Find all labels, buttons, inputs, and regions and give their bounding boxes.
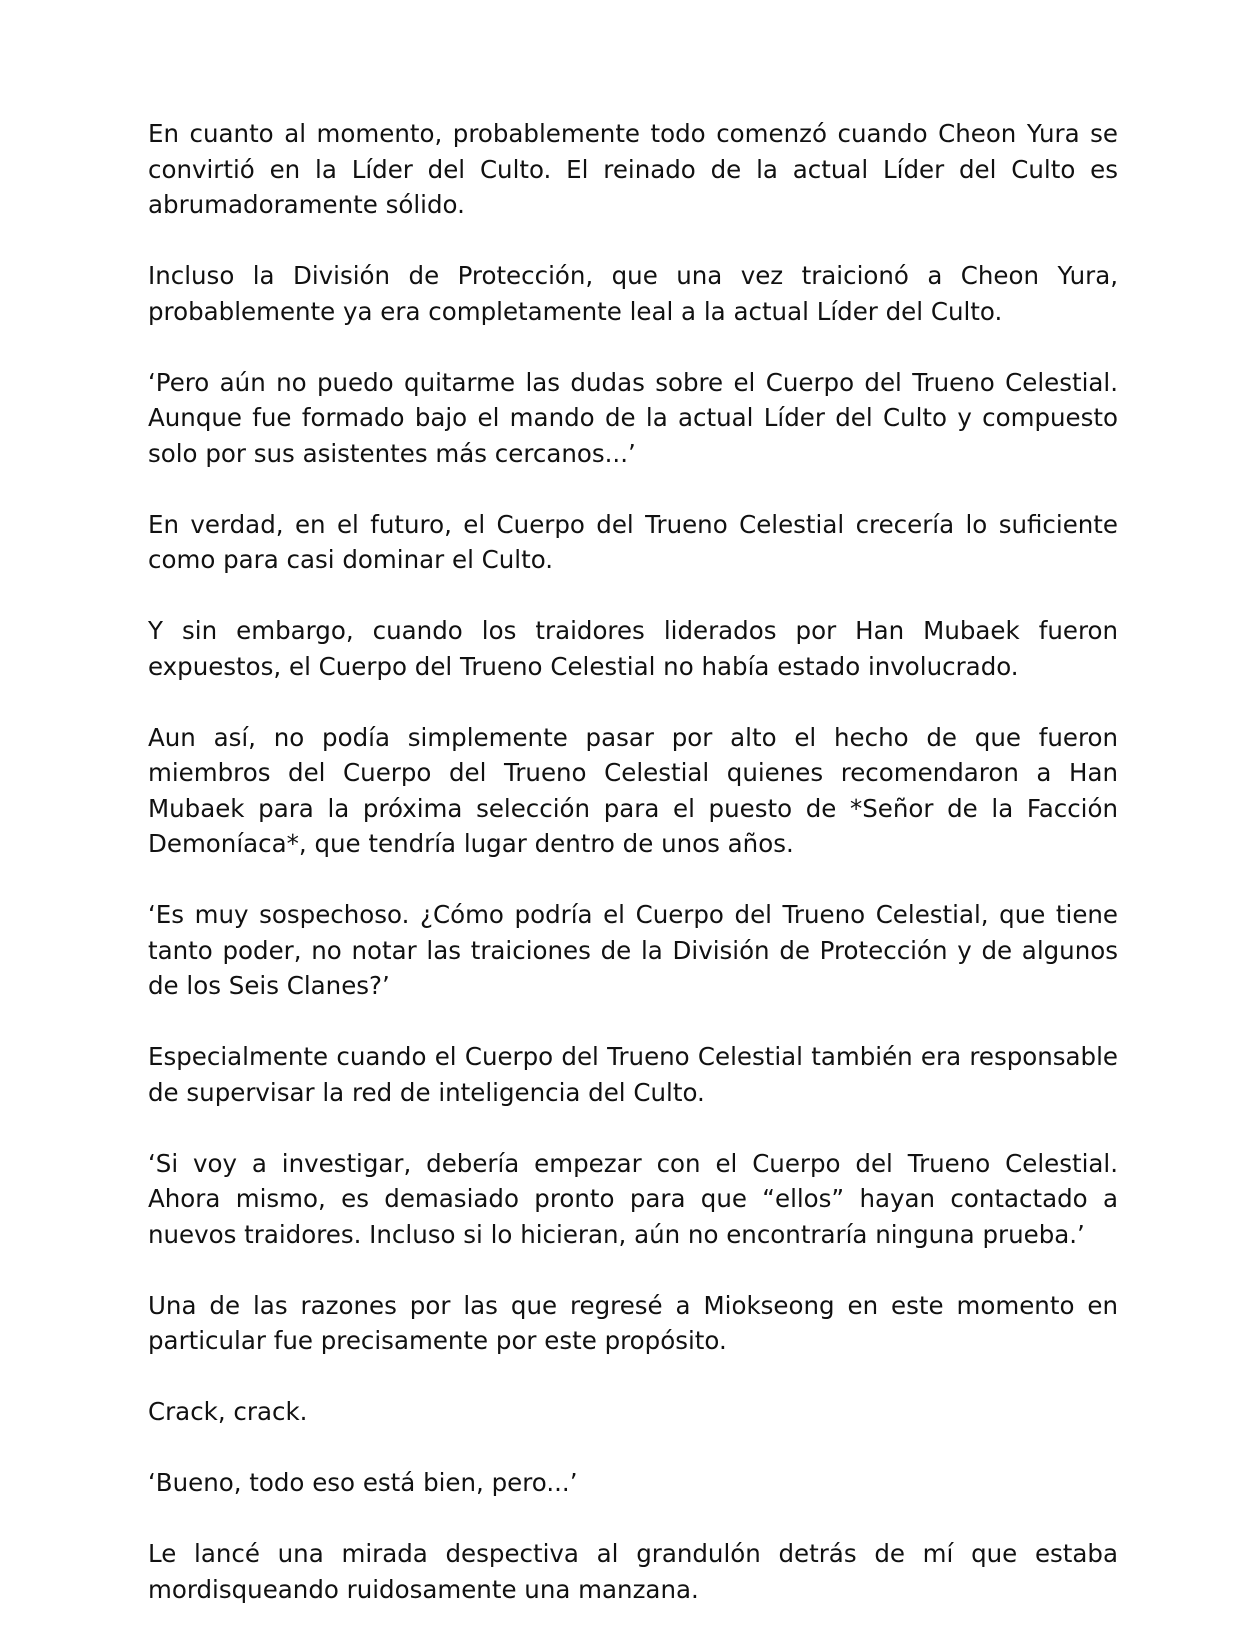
paragraph: Aun así, no podía simplemente pasar por alto el hecho de que fueron miembros del Cuerpo del Trueno Celestial quienes recomendaron a Han Mubaek para la próxima selección para el puesto de *Señor de la Facción Demoníaca*, que tendría lugar dentro de unos años.	[148, 722, 1118, 858]
paragraph: Crack, crack.	[148, 1397, 308, 1426]
paragraph: Especialmente cuando el Cuerpo del Trueno Celestial también era responsable de supervisar la red de inteligencia del Culto.	[148, 1042, 1118, 1107]
paragraph: Le lancé una mirada despectiva al grandulón detrás de mí que estaba mordisqueando ruidosamente una manzana.	[148, 1539, 1118, 1604]
paragraph: Una de las razones por las que regresé a Miokseong en este momento en particular fue precisamente por este propósito.	[148, 1290, 1118, 1355]
paragraph: En cuanto al momento, probablemente todo comenzó cuando Cheon Yura se convirtió en la Líder del Culto. El reinado de la actual Líder del Culto es abrumadoramente sólido.	[148, 119, 1118, 219]
paragraph: ‘Bueno, todo eso está bien, pero...’	[148, 1468, 578, 1497]
paragraph: ‘Es muy sospechoso. ¿Cómo podría el Cuerpo del Trueno Celestial, que tiene tanto poder, no notar las traiciones de la División de Protección y de algunos de los Seis Clanes?’	[148, 900, 1118, 1000]
paragraph: ‘Pero aún no puedo quitarme las dudas sobre el Cuerpo del Trueno Celestial. Aunque fue formado bajo el mando de la actual Líder del Culto y compuesto solo por sus asistentes más cercanos...’	[148, 367, 1118, 468]
document-body	[148, 116, 1118, 1643]
paragraph: En verdad, en el futuro, el Cuerpo del Trueno Celestial crecería lo suficiente como para casi dominar el Culto.	[148, 509, 1118, 574]
paragraph: ‘Si voy a investigar, debería empezar con el Cuerpo del Trueno Celestial. Ahora mismo, es demasiado pronto para que “ellos” hayan contactado a nuevos traidores. Incluso si lo hicieran, aún no encontraría ninguna prueba.’	[148, 1148, 1118, 1249]
paragraph: Y sin embargo, cuando los traidores liderados por Han Mubaek fueron expuestos, el Cuerpo del Trueno Celestial no había estado involucrado.	[148, 616, 1118, 681]
paragraph: Incluso la División de Protección, que una vez traicionó a Cheon Yura, probablemente ya era completamente leal a la actual Líder del Culto.	[148, 261, 1118, 326]
